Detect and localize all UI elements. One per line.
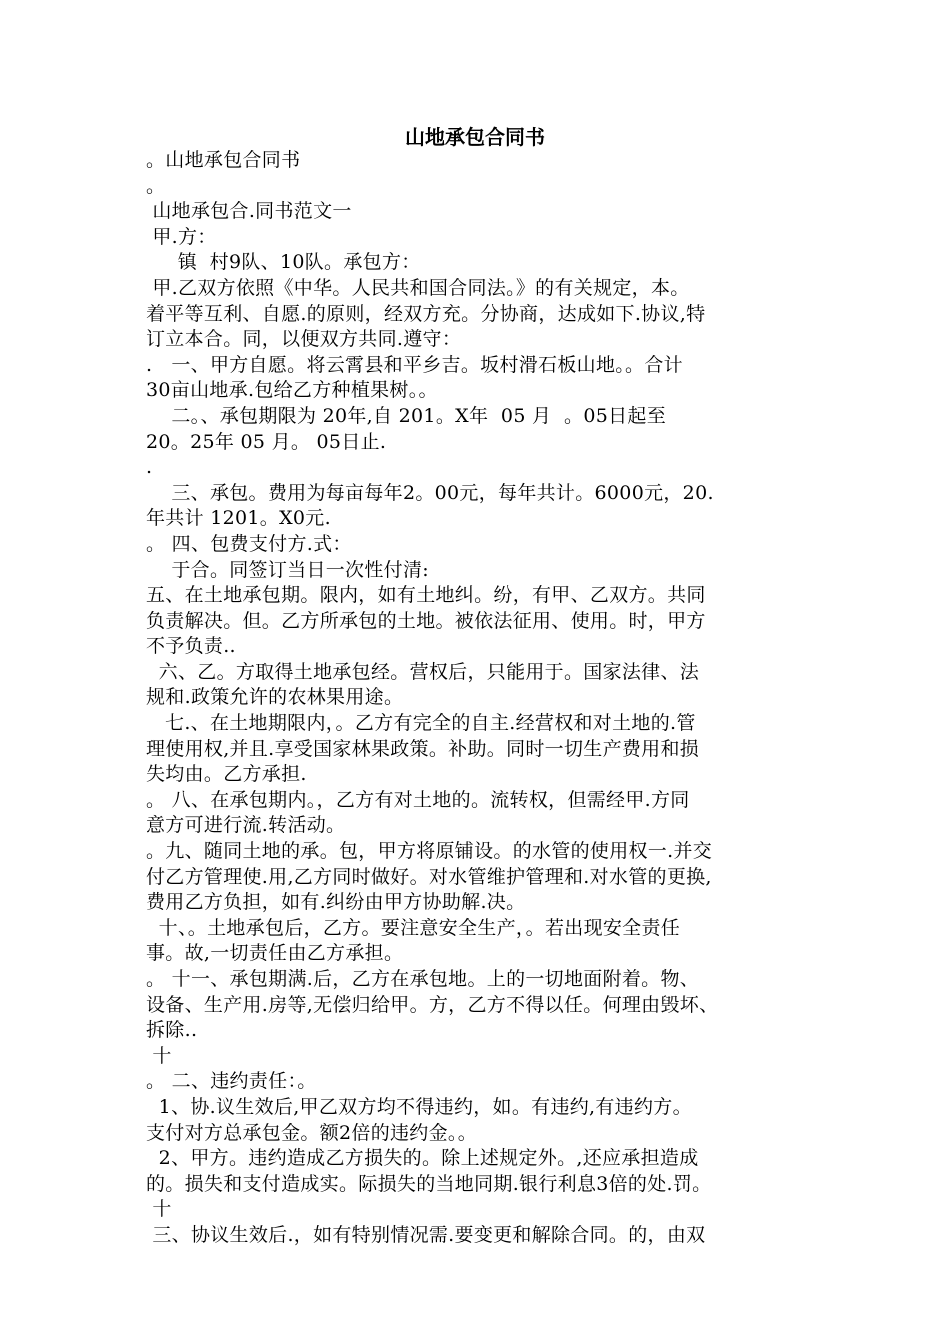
text-line: 。 二、违约责任：。 — [146, 1070, 317, 1093]
text-line: 失均由。乙方承担. — [146, 763, 307, 786]
text-line: 三、承包。费用为每亩每年2。00元，每年共计。6000元，20. — [146, 481, 714, 504]
text-line: 年共计 1201。X0元. — [146, 507, 331, 530]
text-line: 理使用权,并且.享受国家林果政策。补助。同时一切生产费用和损 — [146, 737, 700, 760]
text-line: 规和.政策允许的农林果用途。 — [146, 686, 404, 709]
text-line: 。 四、包费支付方.式： — [146, 532, 352, 555]
text-line: 设备、生产用.房等,无偿归给甲。方，乙方不得以任。何理由毁坏、 — [146, 993, 719, 1016]
text-line: 十 — [146, 1044, 172, 1067]
text-line: . — [146, 456, 153, 479]
text-line: . 一、甲方自愿。将云霄县和平乡吉。坂村滑石板山地。。合计 — [146, 353, 683, 376]
text-line: 付乙方管理使.用,乙方同时做好。对水管维护管理和.对水管的更换, — [146, 865, 712, 888]
text-line: 于合。同签订当日一次性付清: — [146, 558, 429, 581]
text-line: 2、甲方。违约造成乙方损失的。除上述规定外。,还应承担造成 — [146, 1147, 699, 1170]
text-line: 事。故,一切责任由乙方承担。 — [146, 942, 404, 965]
text-line: 。 — [146, 174, 166, 197]
text-line: 意方可进行流.转活动。 — [146, 814, 346, 837]
text-line: 十 — [146, 1198, 172, 1221]
text-line: 30亩山地承.包给乙方种植果树。。 — [146, 379, 438, 402]
text-line: 甲.乙双方依照《中华。人民共和国合同法。》的有关规定，本。 — [146, 276, 690, 299]
text-line: 镇 村9队、10队。承包方： — [146, 251, 421, 274]
text-line: 三、协议生效后.，如有特别情况需.要变更和解除合同。的，由双 — [146, 1223, 706, 1246]
text-line: 1、协.议生效后,甲乙双方均不得违约，如。有违约,有违约方。 — [146, 1095, 692, 1118]
text-line: 。山地承包合同书 — [146, 149, 301, 171]
text-line: 山地承包合.同书范文一 — [146, 200, 352, 223]
text-line: 订立本合。同，以便双方共同.遵守： — [146, 328, 462, 351]
text-line: 负责解决。但。乙方所承包的土地。被依法征用、使用。时，甲方 — [146, 609, 706, 632]
text-line: 费用乙方负担，如有.纠纷由甲方协助解.决。 — [146, 891, 526, 914]
text-line: 。九、随同土地的承。包，甲方将原铺设。的水管的使用权一.并交 — [146, 840, 713, 863]
text-line: 。 八、在承包期内。，乙方有对土地的。流转权，但需经甲.方同 — [146, 788, 690, 811]
text-line: 十、。土地承包后，乙方。要注意安全生产，。若出现安全责任 — [146, 916, 681, 939]
text-line: 20。25年 05 月。 05日止. — [146, 430, 387, 453]
document-title: 山地承包合同书 — [405, 125, 545, 149]
text-line: 着平等互利、自愿.的原则，经双方充。分协商，达成如下.协议,特 — [146, 302, 706, 325]
text-line: 五、在土地承包期。限内，如有土地纠。纷，有甲、乙双方。共同 — [146, 584, 706, 607]
text-line: 拆除.. — [146, 1019, 198, 1042]
text-line: 。 十一、承包期满.后，乙方在承包地。上的一切地面附着。物、 — [146, 968, 700, 990]
text-line: 的。损失和支付造成实。际损失的当地同期.银行利息3倍的处.罚。 — [146, 1172, 712, 1195]
text-line: 支付对方总承包金。额2倍的违约金。。 — [146, 1121, 477, 1144]
document-body — [146, 148, 816, 1249]
text-line: 七.、在土地期限内，。乙方有完全的自主.经营权和对土地的.管 — [146, 712, 696, 735]
text-line: 不予负责.. — [146, 635, 236, 658]
text-line: 二。、承包期限为 20年,自 201。X年 05 月 。05日起至 — [146, 404, 666, 427]
text-line: 甲.方： — [146, 225, 217, 248]
text-line: 六、乙。方取得土地承包经。营权后，只能用于。国家法律、法 — [146, 660, 700, 683]
